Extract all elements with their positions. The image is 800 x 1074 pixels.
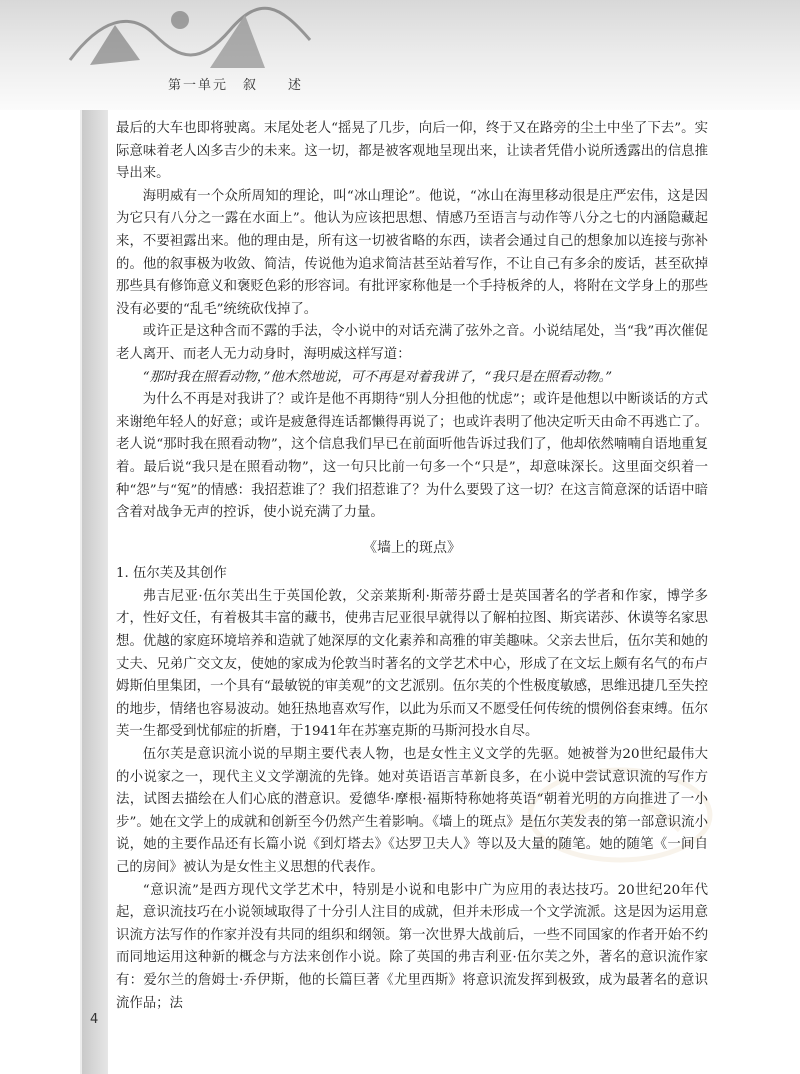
header-illustration — [60, 0, 320, 70]
body-paragraph: “意识流”是西方现代文学艺术中，特别是小说和电影中广为应用的表达技巧。20世纪20年代起，意识流技巧在小说领域取得了十分引人注目的成就，但并未形成一个文学流派。这是因为运用意识流方法写作的作家并没有共同的组织和纲领。第一次世界大战前后，一些不同国家的作者开始不约而同地运用这种新的概念与方法来创作小说。除了英国的弗吉利亚·伍尔芙之外，著名的意识流作家有：爱尔兰的詹姆士·乔伊斯，他的长篇巨著《尤里西斯》将意识流发挥到极致，成为最著名的意识流作品；法 — [116, 882, 708, 1011]
left-margin-strip — [82, 110, 108, 1074]
subsection-heading: 1. 伍尔芙及其创作 — [116, 566, 227, 582]
body-paragraph: 或许正是这种含而不露的手法，令小说中的对话充满了弦外之音。小说结尾处，当“我”再次催促老人离开、而老人无力动身时，海明威这样写道： — [116, 324, 708, 362]
page-number: 4 — [90, 1012, 99, 1027]
quoted-dialogue: “那时我在照看动物，”他木然地说，可不再是对着我讲了，“我只是在照看动物。” — [142, 369, 613, 385]
unit-label: 第一单元 叙 述 — [168, 78, 304, 93]
left-margin-white — [0, 110, 80, 1074]
body-paragraph: 伍尔芙是意识流小说的早期主要代表人物，也是女性主义文学的先驱。她被誉为20世纪最伟大的小说家之一，现代主义文学潮流的先锋。她对英语语言革新良多，在小说中尝试意识流的写作方法，试图去描绘在人们心底的潜意识。爱德华·摩根·福斯特称她将英语“朝着光明的方向推进了一小步”。她在文学上的成就和创新至今仍然产生着影响。《墙上的斑点》是伍尔芙发表的第一部意识流小说，她的主要作品还有长篇小说《到灯塔去》《达罗卫夫人》等以及大量的随笔。她的随笔《一间自己的房间》被认为是女性主义思想的代表作。 — [116, 747, 708, 875]
section-title: 《墙上的斑点》 — [363, 539, 461, 556]
body-paragraph: 为什么不再是对我讲了？或许是他不再期待“别人分担他的忧虑”；或许是他想以中断谈话的方式来谢绝年轻人的好意；或许是疲惫得连话都懒得再说了；也或许表明了他决定听天由命不再逃亡了。老人说“那时我在照看动物”，这个信息我们早已在前面听他告诉过我们了，他却依然喃喃自语地重复着。最后说“我只是在照看动物”，这一句只比前一句多一个“只是”，却意味深长。这里面交织着一种“怨”与“冤”的情感：我招惹谁了？我们招惹谁了？为什么要毁了这一切？在这言简意深的话语中暗含着对战争无声的控诉，使小说充满了力量。 — [116, 392, 708, 521]
page-header — [0, 0, 800, 110]
body-paragraph: 最后的大车也即将驶离。末尾处老人“摇晃了几步，向后一仰，终于又在路旁的尘土中坐了下去”。实际意味着老人凶多吉少的未来。这一切，都是被客观地呈现出来，让读者凭借小说所透露出的信息推导出来。 — [116, 121, 708, 182]
body-paragraph: 弗吉尼亚·伍尔芙出生于英国伦敦，父亲莱斯利·斯蒂芬爵士是英国著名的学者和作家，博学多才，性好文任，有着极其丰富的藏书，使弗吉尼亚很早就得以了解柏拉图、斯宾诺莎、休谟等名家思想。优越的家庭环境培养和造就了她深厚的文化素养和高雅的审美趣味。父亲去世后，伍尔芙和她的丈夫、兄弟广交文友，使她的家成为伦敦当时著名的文学艺术中心，形成了在文坛上颇有名气的布卢姆斯伯里集团，一个具有“最敏锐的审美观”的文艺派别。伍尔芙的个性极度敏感，思维迅捷几至失控的地步，情绪也容易波动。她狂热地喜欢写作，以此为乐而又不愿受任何传统的惯例俗套束缚。伍尔芙一生都受到忧郁症的折磨，于1941年在苏塞克斯的马斯河投水自尽。 — [116, 588, 708, 740]
body-paragraph: 海明威有一个众所周知的理论，叫“冰山理论”。他说，“冰山在海里移动很是庄严宏伟，这是因为它只有八分之一露在水面上”。他认为应该把思想、情感乃至语言与动作等八分之七的内涵隐藏起来，不要袒露出来。他的理由是，所有这一切被省略的东西，读者会通过自己的想象加以连接与弥补的。他的叙事极为收敛、简洁，传说他为追求简洁甚至站着写作，不让自己有多余的废话，甚至砍掉那些具有修饰意义和褒贬色彩的形容词。有批评家称他是一个手持板斧的人，将附在文学身上的那些没有必要的“乱毛”统统砍伐掉了。 — [116, 188, 708, 317]
page-body — [116, 118, 708, 1015]
